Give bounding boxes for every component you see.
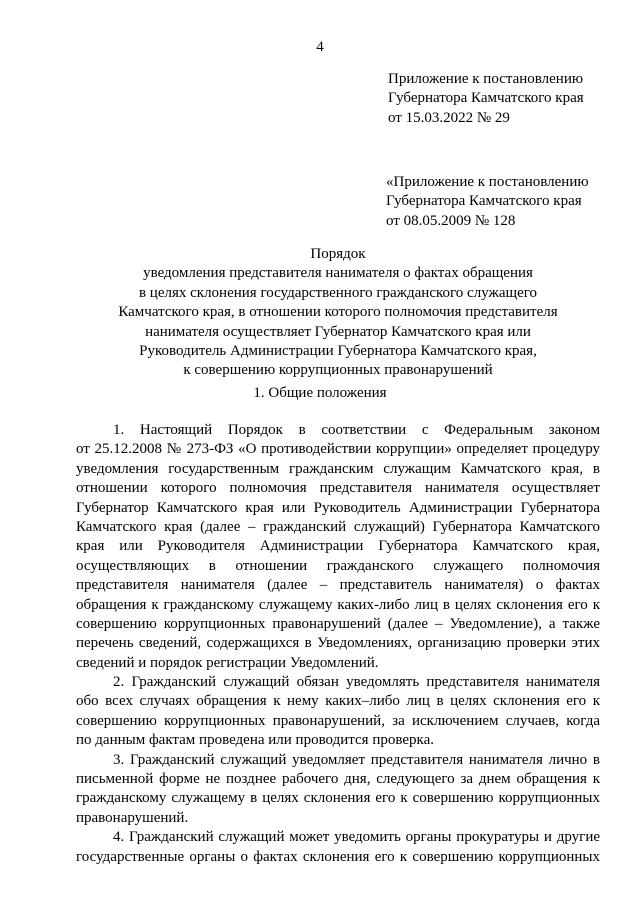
annex-line: от 08.05.2009 № 128 — [386, 212, 516, 229]
paragraph-line: по данным фактам проведена или проводится проверка. — [76, 732, 434, 749]
paragraph-line: Губернатор Камчатского края или Руководитель Администрации Губернатора — [76, 499, 600, 516]
paragraph-line: перечень сведений, содержащихся в Уведомлениях, организацию проверки этих — [76, 635, 600, 652]
paragraph-line: Камчатского края (далее – гражданский служащий) Губернатора Камчатского — [76, 518, 600, 535]
paragraph-line: 1. Настоящий Порядок в соответствии с Федеральным законом — [113, 422, 600, 438]
annex-line: «Приложение к постановлению — [386, 174, 589, 190]
annex-line: Губернатора Камчатского края — [388, 90, 584, 107]
title-line: нанимателя осуществляет Губернатор Камчатского края или — [145, 323, 531, 340]
section-heading: 1. Общие положения — [253, 385, 387, 401]
title-line: в целях склонения государственного гражданского служащего — [138, 284, 538, 301]
paragraph-line: обо всех случаях обращения к нему каких–либо лиц в целях склонения его к — [76, 693, 600, 710]
paragraph-line: письменной форме не позднее рабочего дня, следующего за днем обращения к — [76, 771, 600, 788]
paragraph-line: осуществляющих в отношении гражданского служащего полномочия — [76, 557, 600, 574]
title-line: Камчатского края, в отношении которого полномочия представителя — [118, 304, 558, 321]
annex-current-reference — [388, 70, 628, 128]
paragraph-line: сведений и порядок регистрации Уведомлений. — [76, 654, 379, 671]
paragraph-line: отношении которого полномочия представителя нанимателя осуществляет — [76, 480, 600, 497]
paragraph-line: края или Руководителя Администрации Губернатора Камчатского края, — [76, 538, 600, 555]
paragraph-line: уведомления государственным гражданским служащим Камчатского края, в — [76, 460, 600, 477]
title-line: к совершению коррупционных правонарушений — [183, 362, 493, 379]
paragraph-line: 4. Гражданский служащий может уведомить органы прокуратуры и другие — [113, 829, 600, 846]
annex-original-reference — [386, 173, 626, 231]
paragraph-line: от 25.12.2008 № 273-ФЗ «О противодействии коррупции» определяет процедуру — [76, 441, 600, 458]
title-line: Порядок — [310, 246, 366, 262]
annex-line: от 15.03.2022 № 29 — [388, 109, 510, 126]
title-line: уведомления представителя нанимателя о фактах обращения — [143, 265, 533, 282]
paragraph-line: представителя нанимателя (далее – представитель нанимателя) о фактах — [76, 577, 600, 594]
annex-line: Губернатора Камчатского края — [386, 193, 582, 210]
body-text — [76, 421, 600, 867]
paragraph-line: государственные органы о фактах склонения его к совершению коррупционных — [76, 848, 600, 865]
paragraph-line: обращения к гражданскому служащему каких-либо лиц в целях склонения его к — [76, 596, 600, 613]
paragraph-line: 3. Гражданский служащий уведомляет представителя нанимателя лично в — [113, 751, 600, 768]
paragraph-line: совершению коррупционных правонарушений, за исключением случаев, когда — [76, 712, 600, 729]
paragraph-line: правонарушений. — [76, 809, 189, 826]
title-line: Руководитель Администрации Губернатора Камчатского края, — [139, 343, 537, 360]
annex-line: Приложение к постановлению — [388, 71, 584, 87]
paragraph-line: 2. Гражданский служащий обязан уведомлять представителя нанимателя — [113, 674, 600, 691]
paragraph-line: совершению коррупционных правонарушений (далее – Уведомление), а также — [76, 615, 600, 632]
page-number: 4 — [316, 39, 324, 55]
document-title — [76, 245, 600, 381]
paragraph-line: гражданскому служащему в целях склонения его к совершению коррупционных — [76, 790, 600, 807]
